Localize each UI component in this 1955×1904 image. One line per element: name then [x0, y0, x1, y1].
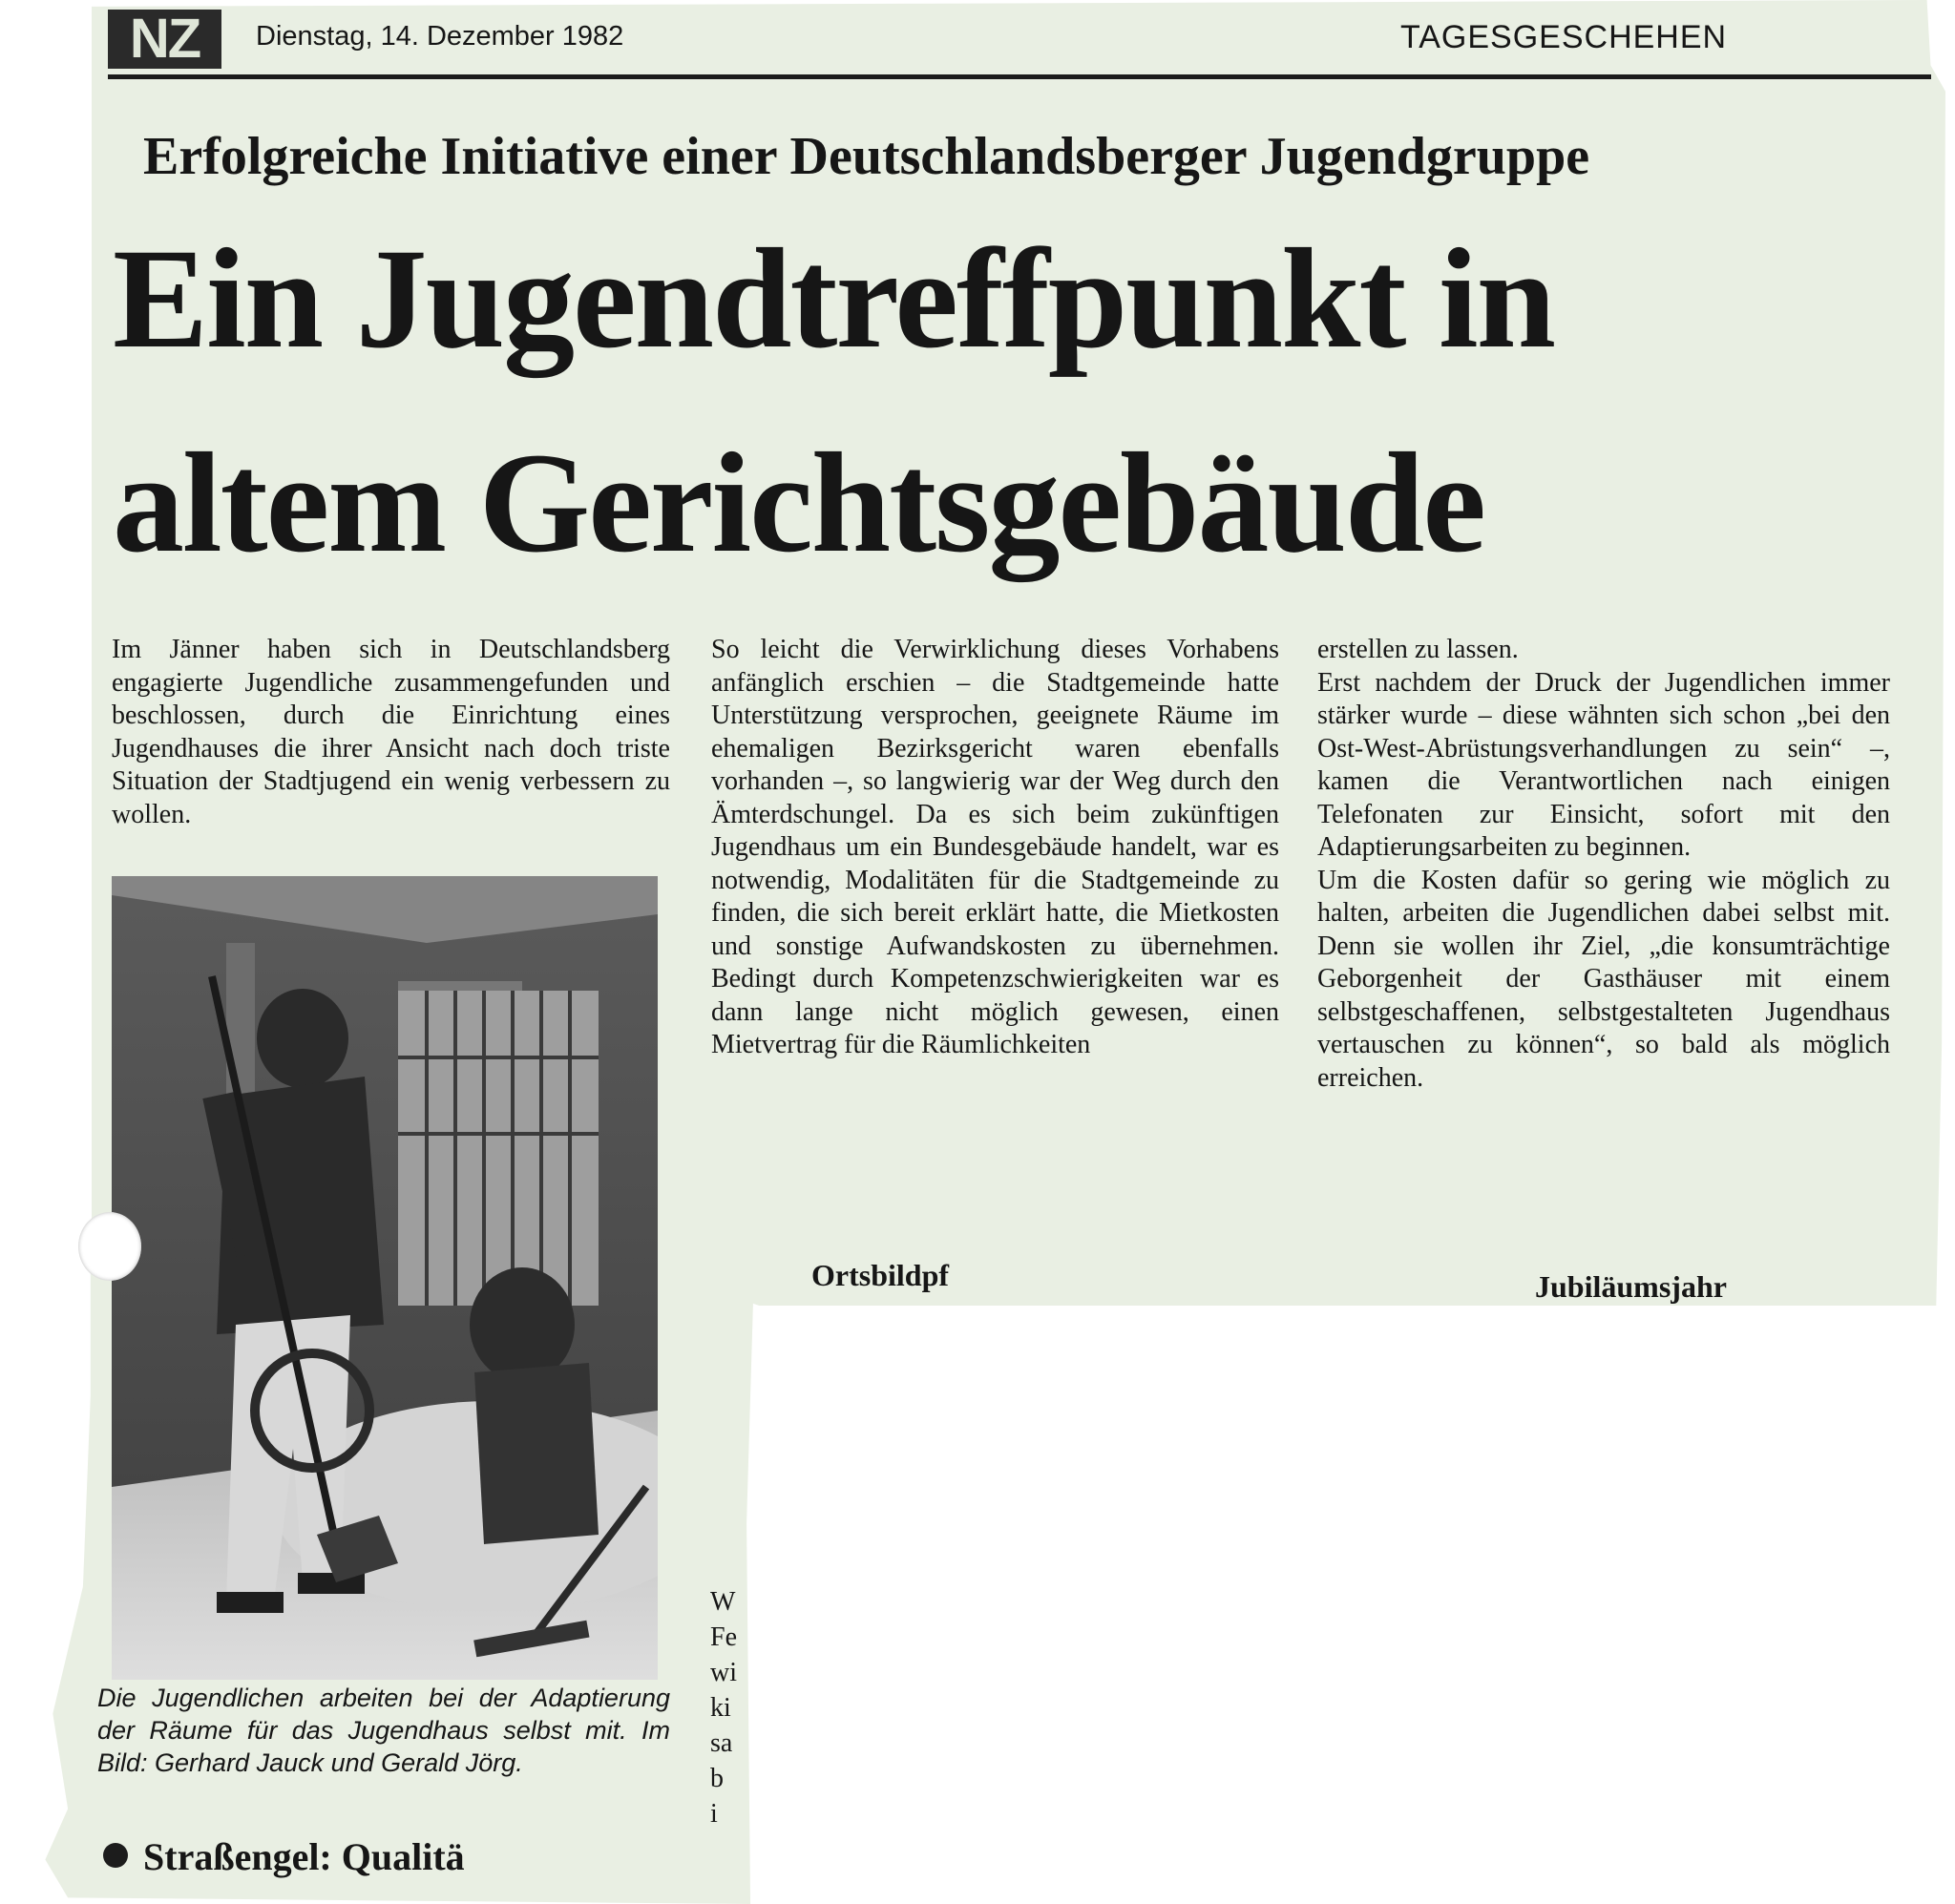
paragraph: Erst nachdem der Druck der Jugendlichen immer stärker wurde – diese wähnten sich schon „bei den Ost-West-Abrüstungsverhandlungen zu sein“ –, kamen die Verantwortlichen nach einigen Telefonaten zur Einsicht, sofort mit den Adaptierungsarbeiten zu beginnen. [1317, 667, 1890, 862]
section-label: TAGESGESCHEHEN [1400, 19, 1728, 55]
torn-heading-fragment-left: Ortsbildpf [811, 1258, 950, 1292]
fragment-line: b [710, 1764, 724, 1793]
bullet-heading-text: Straßengel: Qualitä [143, 1835, 465, 1878]
kicker-headline: Erfolgreiche Initiative einer Deutschlandsberger Jugendgruppe [143, 127, 1590, 186]
article-column-2 [711, 634, 1279, 1062]
newspaper-logo: NZ [108, 10, 221, 69]
paragraph: Um die Kosten dafür so gering wie möglich zu halten, arbeiten die Jugendlichen dabei selbst mit. Denn sie wollen ihr Ziel, „die konsumträchtige Geborgenheit der Gasthäuser mit einem selbstgeschaffenen, selbstgestalteten Jugendhaus vertauschen zu können“, so bald als möglich erreichen. [1317, 865, 1890, 1093]
fragment-line: ki [710, 1693, 731, 1723]
issue-date: Dienstag, 14. Dezember 1982 [256, 21, 624, 52]
photo-caption: Die Jugendlichen arbeiten bei der Adaptierung der Räume für das Jugendhaus selbst mit. Im Bild: Gerhard Jauck und Gerald Jörg. [97, 1684, 670, 1777]
article-column-1 [112, 634, 670, 831]
torn-column-fragment [710, 1584, 737, 1831]
bullet-icon [103, 1843, 128, 1868]
fragment-line: Fe [710, 1622, 737, 1652]
main-headline-line-2: altem Gerichtsgebäude [113, 424, 1484, 582]
fragment-line: W [710, 1587, 736, 1617]
article-column-3 [1317, 634, 1890, 1095]
punch-hole [78, 1212, 141, 1281]
paragraph: Im Jänner haben sich in Deutschlandsberg engagierte Jugendliche zusammengefunden und beschlossen, durch die Einrichtung eines Jugendhauses die ihrer Ansicht nach doch triste Situation der Stadtjugend ein wenig verbessern zu wollen. [112, 635, 670, 829]
fragment-line: i [710, 1799, 718, 1829]
torn-heading-fragment-right: Jubiläumsjahr [1535, 1269, 1727, 1304]
article-photo [112, 876, 658, 1680]
paragraph: erstellen zu lassen. [1317, 635, 1519, 664]
torn-bullet-heading [103, 1834, 465, 1879]
main-headline-line-1: Ein Jugendtreffpunkt in [113, 220, 1555, 378]
paragraph: So leicht die Verwirklichung dieses Vorhabens anfänglich erschien – die Stadtgemeinde hatte Unterstützung versprochen, geeignete Räume im ehemaligen Bezirksgericht waren ebenfalls vorhanden –, so langwierig war der Weg durch den Ämterdschungel. Da es sich beim zukünftigen Jugendhaus um ein Bundesgebäude handelt, war es notwendig, Modalitäten für die Stadtgemeinde zu finden, die sich bereit erklärt hatte, die Mietkosten und sonstige Aufwandskosten zu übernehmen. Bedingt durch Kompetenzschwierigkeiten war es dann lange nicht möglich gewesen, einen Mietvertrag für die Räumlichkeiten [711, 635, 1279, 1059]
fragment-line: wi [710, 1658, 737, 1687]
masthead-rule [108, 74, 1931, 79]
fragment-line: sa [710, 1728, 733, 1758]
